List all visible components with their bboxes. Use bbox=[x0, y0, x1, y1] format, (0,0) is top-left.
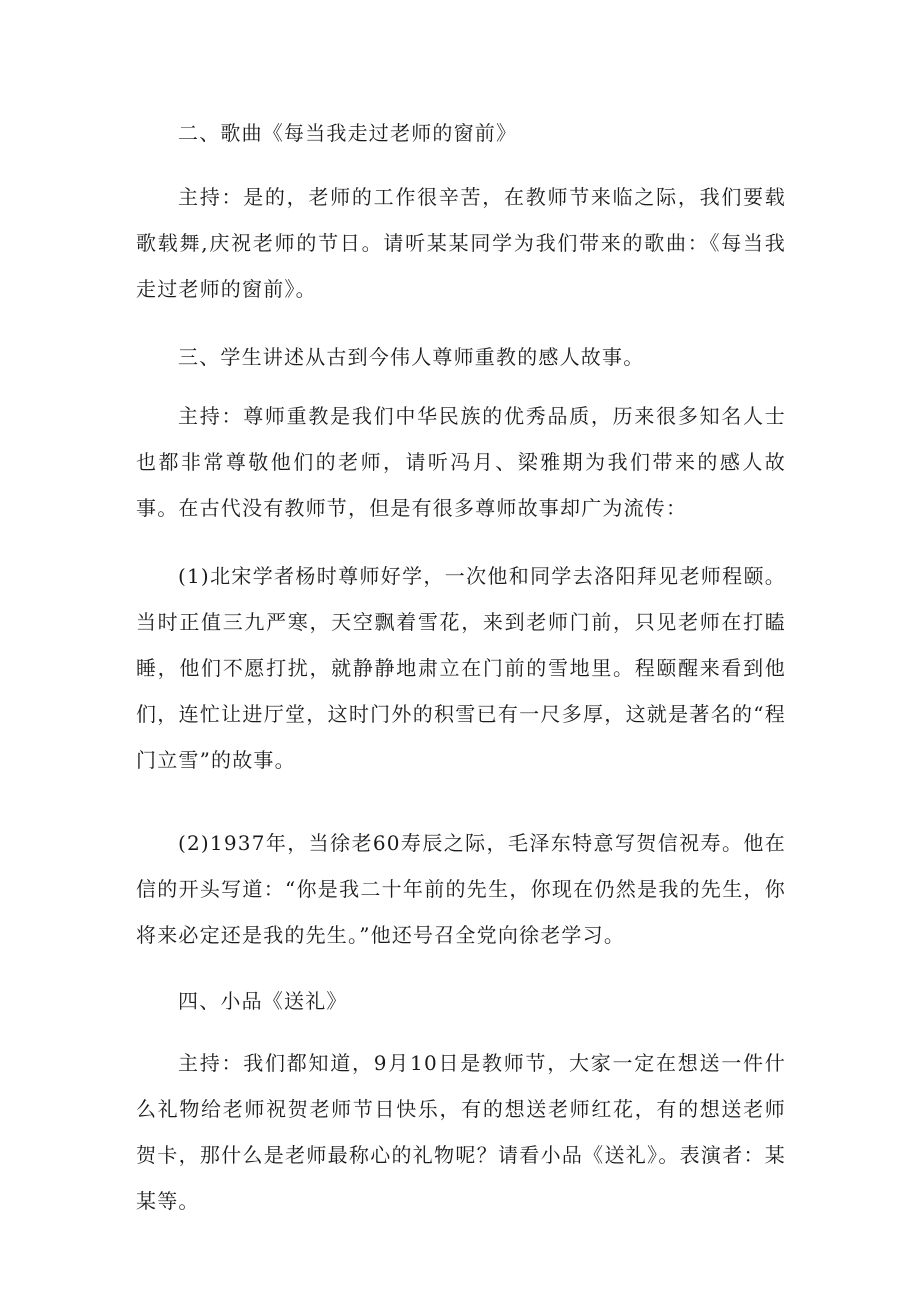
host-paragraph-skit: 主持：我们都知道，9月10日是教师节，大家一定在想送一件什么礼物给老师祝贺老师节日快乐，有的想送老师红花，有的想送老师贺卡，那什么是老师最称心的礼物呢？请看小品《送礼》。表演者：某某等。 bbox=[136, 1051, 786, 1213]
story-paragraph-1: (1)北宋学者杨时尊师好学，一次他和同学去洛阳拜见老师程颐。当时正值三九严寒，天空飘着雪花，来到老师门前，只见老师在打瞌睡，他们不愿打扰，就静静地肃立在门前的雪地里。程颐醒来看到他们，连忙让进厅堂，这时门外的积雪已有一尺多厚，这就是著名的“程门立雪”的故事。 bbox=[136, 564, 786, 772]
section-heading-skit: 四、小品《送礼》 bbox=[178, 989, 348, 1013]
host-paragraph-song: 主持：是的，老师的工作很辛苦，在教师节来临之际，我们要载歌载舞,庆祝老师的节日。请听某某同学为我们带来的歌曲：《每当我走过老师的窗前》。 bbox=[136, 185, 786, 301]
story-paragraph-2: (2)1937年，当徐老60寿辰之际，毛泽东特意写贺信祝寿。他在信的开头写道：“你是我二十年前的先生，你现在仍然是我的先生，你将来必定还是我的先生。”他还号召全党向徐老学习。 bbox=[136, 831, 786, 947]
section-heading-song: 二、歌曲《每当我走过老师的窗前》 bbox=[178, 121, 518, 145]
section-heading-stories: 三、学生讲述从古到今伟人尊师重教的感人故事。 bbox=[178, 345, 645, 369]
host-paragraph-stories: 主持：尊师重教是我们中华民族的优秀品质，历来很多知名人士也都非常尊敬他们的老师，请听冯月、梁雅期为我们带来的感人故事。在古代没有教师节，但是有很多尊师故事却广为流传： bbox=[136, 404, 786, 520]
